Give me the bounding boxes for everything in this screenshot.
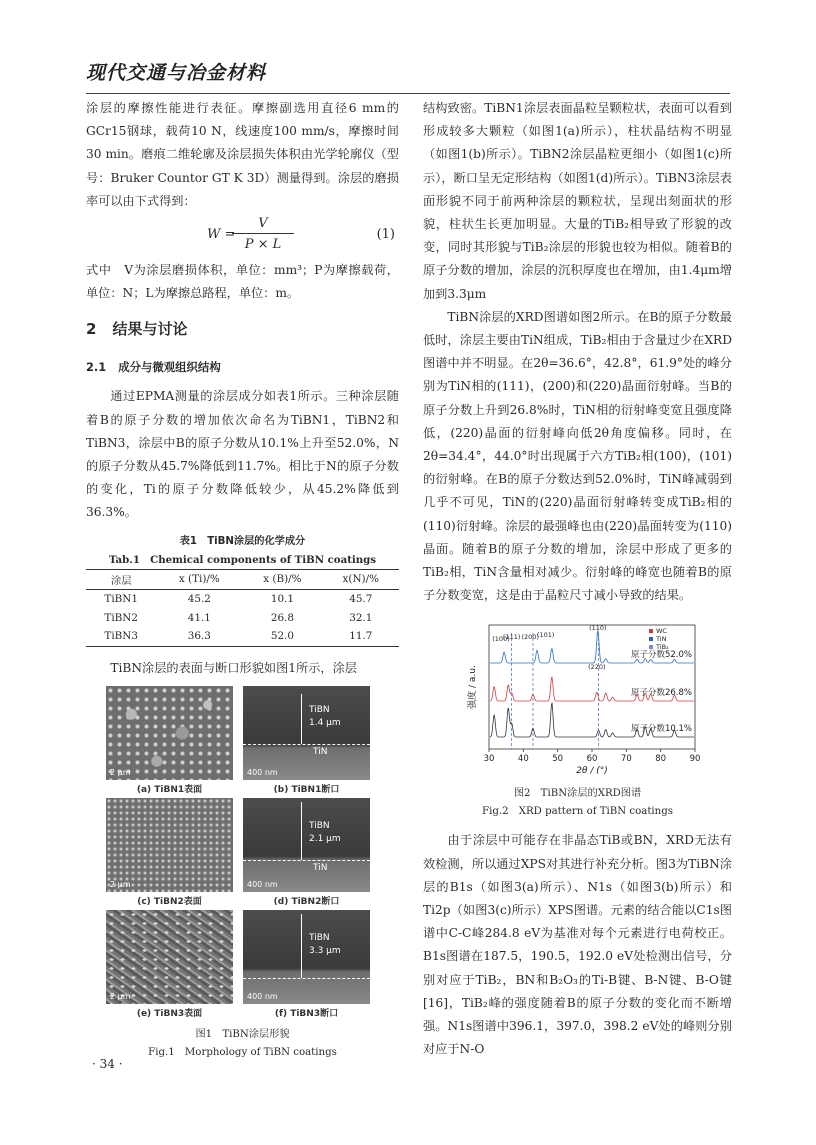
equation-fraction bbox=[232, 213, 294, 255]
composition-table bbox=[86, 569, 399, 647]
table-cell: TiBN3 bbox=[86, 627, 156, 646]
scale-bar: 2 μm bbox=[110, 879, 131, 889]
table-header-cell: x (B)/% bbox=[242, 569, 322, 589]
scale-bar: 400 nm bbox=[247, 767, 278, 777]
table-cell: 32.1 bbox=[349, 611, 373, 624]
legend-marker bbox=[649, 645, 653, 649]
subfigure-caption-a: (a) TiBN1表面 bbox=[136, 784, 203, 795]
thickness-arrow bbox=[301, 694, 302, 744]
interface-line bbox=[243, 978, 370, 979]
table-cell: 11.7 bbox=[323, 627, 399, 646]
right-column bbox=[423, 97, 732, 1062]
table-cell: 45.7 bbox=[349, 592, 373, 605]
x-tick-label: 30 bbox=[483, 754, 495, 765]
subfigure-caption-c: (c) TiBN2表面 bbox=[137, 896, 202, 907]
thickness-arrow bbox=[301, 802, 302, 860]
table-cell: 26.8 bbox=[270, 611, 294, 624]
xrd-chart bbox=[463, 617, 703, 777]
table-cell: 36.3 bbox=[156, 627, 242, 646]
table-row bbox=[86, 627, 399, 646]
left-paragraph-1: 涂层的摩擦性能进行表征。摩擦副选用直径6 mm的GCr15钢球，载荷10 N，线速度100 mm/s，摩擦时间30 min。磨痕二维轮廓及涂层损失体积由光学轮廓仪（型号：Bruker Countor GT K 3D）测量得到。涂层的磨损率可以由下式得到： bbox=[86, 101, 399, 208]
section-text: 结果与讨论 bbox=[112, 320, 188, 339]
series-label: 原子分数10.1% bbox=[630, 724, 692, 735]
table-cell: 45.2 bbox=[187, 592, 211, 605]
y-axis-label: 强度 / a.u. bbox=[468, 665, 478, 710]
subsection-title bbox=[86, 351, 399, 383]
peak-label: (110) bbox=[589, 624, 607, 633]
figure-2 bbox=[463, 617, 703, 777]
left-paragraph-3: 通过EPMA测量的涂层成分如表1所示。三种涂层随着B的原子分数的增加依次命名为TiBN1，TiBN2和TiBN3，涂层中B的原子分数从10.1%上升至52.0%，N的原子分数从45.7%降低到11.7%。相比于N的原子分数的变化，Ti的原子分数降低较少，从45.2%降低到36.3%。 bbox=[86, 389, 399, 520]
interface-line bbox=[243, 744, 370, 745]
table-cell: TiBN2 bbox=[104, 611, 139, 624]
table-header-cell: x (Ti)/% bbox=[156, 569, 242, 589]
series-label: 原子分数52.0% bbox=[630, 650, 692, 661]
substrate-label: TiN bbox=[313, 862, 328, 873]
x-tick-label: 70 bbox=[620, 754, 632, 765]
sem-surface-image-e bbox=[106, 910, 233, 1004]
sem-cross-section-image-f bbox=[243, 910, 370, 1004]
x-tick-label: 80 bbox=[655, 754, 667, 765]
legend-label: TiB₂ bbox=[656, 643, 669, 652]
left-paragraph-2: 式中 V为涂层磨损体积，单位：mm³；P为摩擦载荷，单位：N；L为摩擦总路程，单位：m。 bbox=[86, 263, 399, 301]
peak-label: (200) bbox=[521, 633, 539, 642]
peak-label: (100) bbox=[492, 635, 510, 644]
table-cell: TiBN1 bbox=[104, 592, 139, 605]
figure-1 bbox=[106, 686, 372, 1022]
scale-bar: 400 nm bbox=[247, 991, 278, 1001]
section-number: 2 bbox=[86, 320, 97, 339]
table-cell: 10.1 bbox=[270, 592, 294, 605]
equation-number: (1) bbox=[376, 227, 395, 243]
page-number: · 34 · bbox=[92, 1057, 123, 1071]
table-header-cell: 涂层 bbox=[86, 569, 156, 589]
x-tick-label: 50 bbox=[552, 754, 564, 765]
sem-cross-section-image-b bbox=[243, 686, 370, 780]
layer-label: TiBN bbox=[309, 820, 330, 831]
scale-bar: 400 nm bbox=[247, 879, 278, 889]
peak-label: (111) bbox=[502, 633, 521, 642]
table-cell: 41.1 bbox=[187, 611, 211, 624]
x-axis-label: 2θ / (°) bbox=[576, 766, 608, 777]
right-paragraph-2: TiBN涂层的XRD图谱如图2所示。在B的原子分数最低时，涂层主要由TiN组成，TiB₂相由于含量过少在XRD图谱中并不明显。在2θ=36.6°，42.8°，61.9°处的峰分别为TiN相的(111)，(200)和(220)晶面衍射峰。当B的原子分数上升到26.8%时，TiN相的衍射峰变宽且强度降低，(220)晶面的衍射峰向低2θ角度偏移。同时，在2θ=34.4°，44.0°时出现属于六方TiB₂相(100)，(101)的衍射峰。在B的原子分数达到52.0%时，TiN峰减弱到几乎不可见，TiN的(220)晶面衍射峰转变成TiB₂相的(110)衍射峰。涂层的最强峰也由(220)晶面转变为(110)晶面。随着B的原子分数的增加，涂层中形成了更多的TiB₂相，TiN含量相对减少。衍射峰的峰宽也随着B的原子分数变宽，这是由于晶粒尺寸减小导致的结果。 bbox=[423, 309, 732, 603]
scale-bar: 2 μm bbox=[110, 991, 131, 1001]
thickness-label: 3.3 μm bbox=[309, 945, 341, 956]
subsection-text: 成分与微观组织结构 bbox=[118, 360, 221, 375]
subfigure-caption-d: (d) TiBN2断口 bbox=[273, 896, 340, 907]
thickness-label: 2.1 μm bbox=[309, 833, 341, 844]
x-tick-label: 90 bbox=[689, 754, 701, 765]
sem-cross-section-image-d bbox=[243, 798, 370, 892]
equation-denominator: P × L bbox=[244, 237, 282, 253]
legend-label: WC bbox=[656, 627, 667, 636]
left-column bbox=[86, 97, 399, 1062]
right-paragraph-1: 结构致密。TiBN1涂层表面晶粒呈颗粒状，表面可以看到形成较多大颗粒（如图1(a)所示），柱状晶结构不明显（如图1(b)所示）。TiBN2涂层晶粒更细小（如图1(c)所示），断口呈无定形结构（如图1(d)所示）。TiBN3涂层表面形貌不同于前两种涂层的颗粒状，呈现出刻面状的形貌，柱状生长更加明显。大量的TiB₂相导致了形貌的改变，同时其形貌与TiB₂涂层的形貌也较为相似。随着B的原子分数的增加，涂层的沉积厚度也在增加，由1.4μm增加到3.3μm bbox=[423, 101, 732, 301]
layer-label: TiBN bbox=[309, 932, 330, 943]
left-paragraph-4: TiBN涂层的表面与断口形貌如图1所示，涂层 bbox=[110, 660, 357, 675]
interface-line bbox=[243, 860, 370, 861]
layer-label: TiBN bbox=[309, 704, 330, 715]
scale-bar: 2 μm bbox=[110, 767, 131, 777]
equation-numerator: V bbox=[232, 213, 294, 234]
thickness-label: 1.4 μm bbox=[309, 717, 341, 728]
subsection-number: 2.1 bbox=[86, 360, 107, 375]
header-rule bbox=[86, 93, 730, 94]
table-header-cell: x(N)/% bbox=[323, 569, 399, 589]
sem-surface-image-c bbox=[106, 798, 233, 892]
substrate-label: TiN bbox=[313, 746, 328, 757]
subfigure-caption-f: (f) TiBN3断口 bbox=[274, 1008, 339, 1019]
equation-lhs: W = bbox=[207, 227, 236, 243]
peak-label: (101) bbox=[536, 631, 555, 640]
subfigure-caption-b: (b) TiBN1断口 bbox=[273, 784, 340, 795]
figure-2-caption-cn: 图2 TiBN涂层的XRD图谱 bbox=[513, 788, 642, 800]
table-row bbox=[86, 608, 399, 627]
legend-marker bbox=[649, 637, 653, 641]
section-title bbox=[86, 307, 399, 351]
table-cell: 52.0 bbox=[242, 627, 322, 646]
equation-1 bbox=[86, 213, 399, 259]
journal-logo: 现代交通与冶金材料 bbox=[86, 62, 267, 84]
table-caption-en: Tab.1 Chemical components of TiBN coatings bbox=[108, 553, 377, 566]
figure-1-caption-cn: 图1 TiBN涂层形貌 bbox=[195, 1028, 290, 1040]
sem-surface-image-a bbox=[106, 686, 233, 780]
subfigure-caption-e: (e) TiBN3表面 bbox=[136, 1008, 203, 1019]
thickness-arrow bbox=[301, 914, 302, 978]
table-header-row bbox=[86, 569, 399, 589]
table-row bbox=[86, 589, 399, 608]
legend-label: TiN bbox=[656, 635, 667, 644]
figure-2-caption-en: Fig.2 XRD pattern of TiBN coatings bbox=[482, 806, 673, 818]
x-tick-label: 60 bbox=[586, 754, 598, 765]
legend-marker bbox=[649, 629, 653, 633]
x-tick-label: 40 bbox=[517, 754, 529, 765]
table-caption-cn: 表1 TiBN涂层的化学成分 bbox=[179, 535, 306, 547]
right-paragraph-3: 由于涂层中可能存在非晶态TiB或BN，XRD无法有效检测，所以通过XPS对其进行补充分析。图3为TiBN涂层的B1s（如图3(a)所示）、N1s（如图3(b)所示）和Ti2p（如图3(c)所示）XPS图谱。元素的结合能以C1s图谱中C-C峰284.8 eV为基准对每个元素进行电荷校正。B1s图谱在187.5，190.5，192.0 eV处检测出信号，分别对应于TiB₂，BN和B₂O₃的Ti-B键、B-N键、B-O键[16]，TiB₂峰的强度随着B的原子分数的变化而不断增强。N1s图谱中396.1，397.0，398.2 eV处的峰则分别对应于N-O bbox=[423, 833, 732, 1057]
series-label: 原子分数26.8% bbox=[630, 688, 692, 699]
peak-label: (220) bbox=[588, 663, 606, 672]
figure-1-caption-en: Fig.1 Morphology of TiBN coatings bbox=[148, 1046, 337, 1058]
